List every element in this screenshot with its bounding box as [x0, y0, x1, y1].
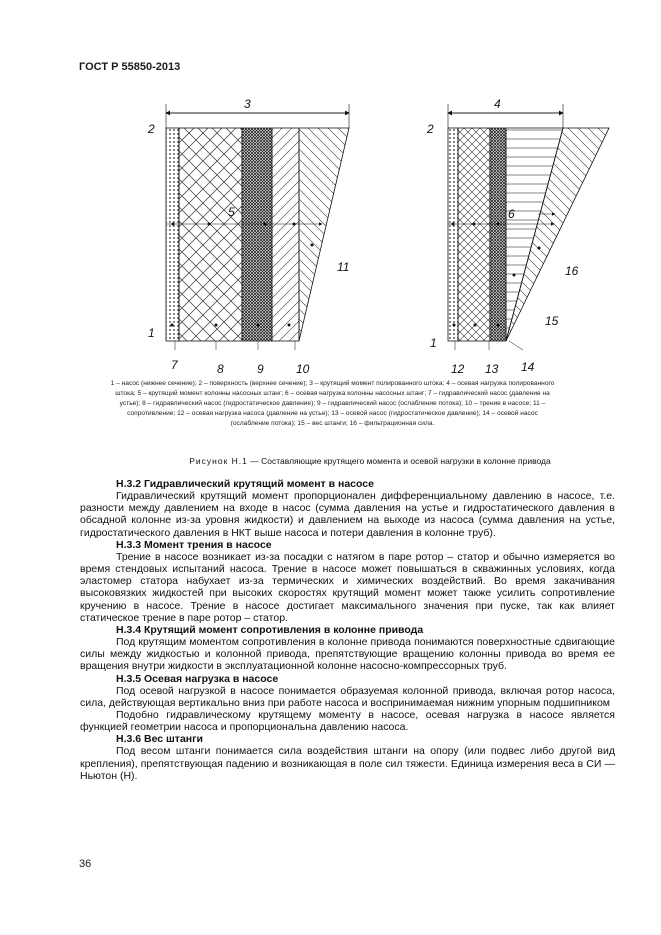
label-5: 5: [228, 205, 235, 219]
label-11: 11: [337, 260, 350, 274]
section-title: Н.3.5 Осевая нагрузка в насосе: [116, 672, 279, 685]
paragraph: Гидравлический крутящий момент пропорционален дифференциальному давлению в насосе, т.е. разности между давлением на входе в насос (сумма давления на устье и гидростатического давления в обсадной колонне из-за уровня жидкости) и давлением на выходе из насоса (сумма давления на устье, гидростатического давления в НКТ выше насоса и потери давления в колонне труб).: [80, 490, 615, 539]
section-title: Н.3.6 Вес штанги: [116, 733, 203, 746]
paragraph: Под осевой нагрузкой в насосе понимается образуемая колонной привода, включая ротор насоса, сила, действующая вертикально вниз при работе насоса и воспринимаемая нижним упорным подшипником: [80, 684, 615, 709]
caption-text: — Составляющие крутящего момента и осевой нагрузки в колонне привода: [247, 456, 551, 466]
label-4: 4: [494, 97, 501, 111]
caption-figure-number: Рисунок Н.1: [189, 456, 248, 466]
section-title: Н.3.2 Гидравлический крутящий момент в насосе: [116, 478, 374, 490]
paragraph: Трение в насосе возникает из-за посадки с натягом в паре ротор – статор и обычно измеряется во время стендовых испытаний насоса. Трение в насосе может повышаться в скважинных условиях, когда эластомер статора набухает из-за термических и химических воздействий. Во время закачивания высоковязких жидкостей при высоких скоростях крутящий момент может также усилить сопротивление кручению в насосе. Трение в насосе достигает максимального значения при пуске, так как влияет статическое трение в паре ротор – статор.: [80, 550, 615, 624]
paragraph: Под крутящим моментом сопротивления в колонне привода понимаются поверхностные сдвигающие силы между жидкостью и колонной привода, препятствующие вращению колонны привода во время ее вращения внутри жидкости в эксплуатационной колонне насосно-компрессорных труб.: [80, 636, 615, 673]
label-8: 8: [217, 362, 224, 376]
label-1-left: 1: [148, 326, 155, 340]
label-3: 3: [244, 97, 251, 111]
body-text: [80, 478, 615, 782]
label-6: 6: [508, 207, 515, 221]
label-10: 10: [296, 362, 310, 376]
label-1-right: 1: [430, 336, 437, 350]
section-title: Н.3.4 Крутящий момент сопротивления в колонне привода: [116, 623, 424, 636]
label-9: 9: [257, 362, 264, 376]
label-12: 12: [451, 362, 465, 376]
label-13: 13: [485, 362, 499, 376]
label-2-right: 2: [427, 122, 434, 136]
figure-legend: 1 – насос (нижнее сечение); 2 – поверхность (верхнее сечение); 3 – крутящий момент полированного штока; 4 – осевая нагрузка полированного штока; 5 – крутящий момент колонны насосных штанг; 6 – осевая нагрузка колонны насосных штанг; 7 – гидравлический насос (давление на устье); 8 – гидравлический насос (гидростатическое давление); 9 – гидравлический насос (ослабление потока); 10 – трение в насосе; 11 – сопротивление; 12 – осевая нагрузка насоса (давление на устье); 13 – осевой насос (гидростатическое давление); 14 – осевой насос (ослабление потока); 15 – вес штанги; 16 – фильтрационная сила.: [110, 380, 555, 427]
label-2-left: 2: [148, 122, 155, 136]
torque-diagram: [147, 97, 349, 376]
label-14: 14: [521, 360, 535, 374]
section-title: Н.3.3 Момент трения в насосе: [116, 538, 272, 551]
axial-load-diagram: [426, 97, 609, 376]
label-16: 16: [565, 264, 579, 278]
document-header: ГОСТ Р 55850-2013: [79, 61, 181, 73]
figure-torque-axial-load: [0, 0, 661, 380]
label-7: 7: [171, 358, 178, 372]
paragraph: Подобно гидравлическому крутящему моменту в насосе, осевая нагрузка в насосе является функцией геометрии насоса и пропорциональна давлению насоса.: [80, 708, 615, 734]
page-number: 36: [79, 858, 92, 870]
paragraph: Под весом штанги понимается сила воздействия штанги на опору (или подвес либо другой вид крепления), препятствующая падению и возникающая в поле сил тяжести. Единица измерения веса в СИ — Ньютон (Н).: [80, 745, 615, 782]
label-15: 15: [545, 314, 559, 328]
figure-caption: [80, 456, 660, 466]
